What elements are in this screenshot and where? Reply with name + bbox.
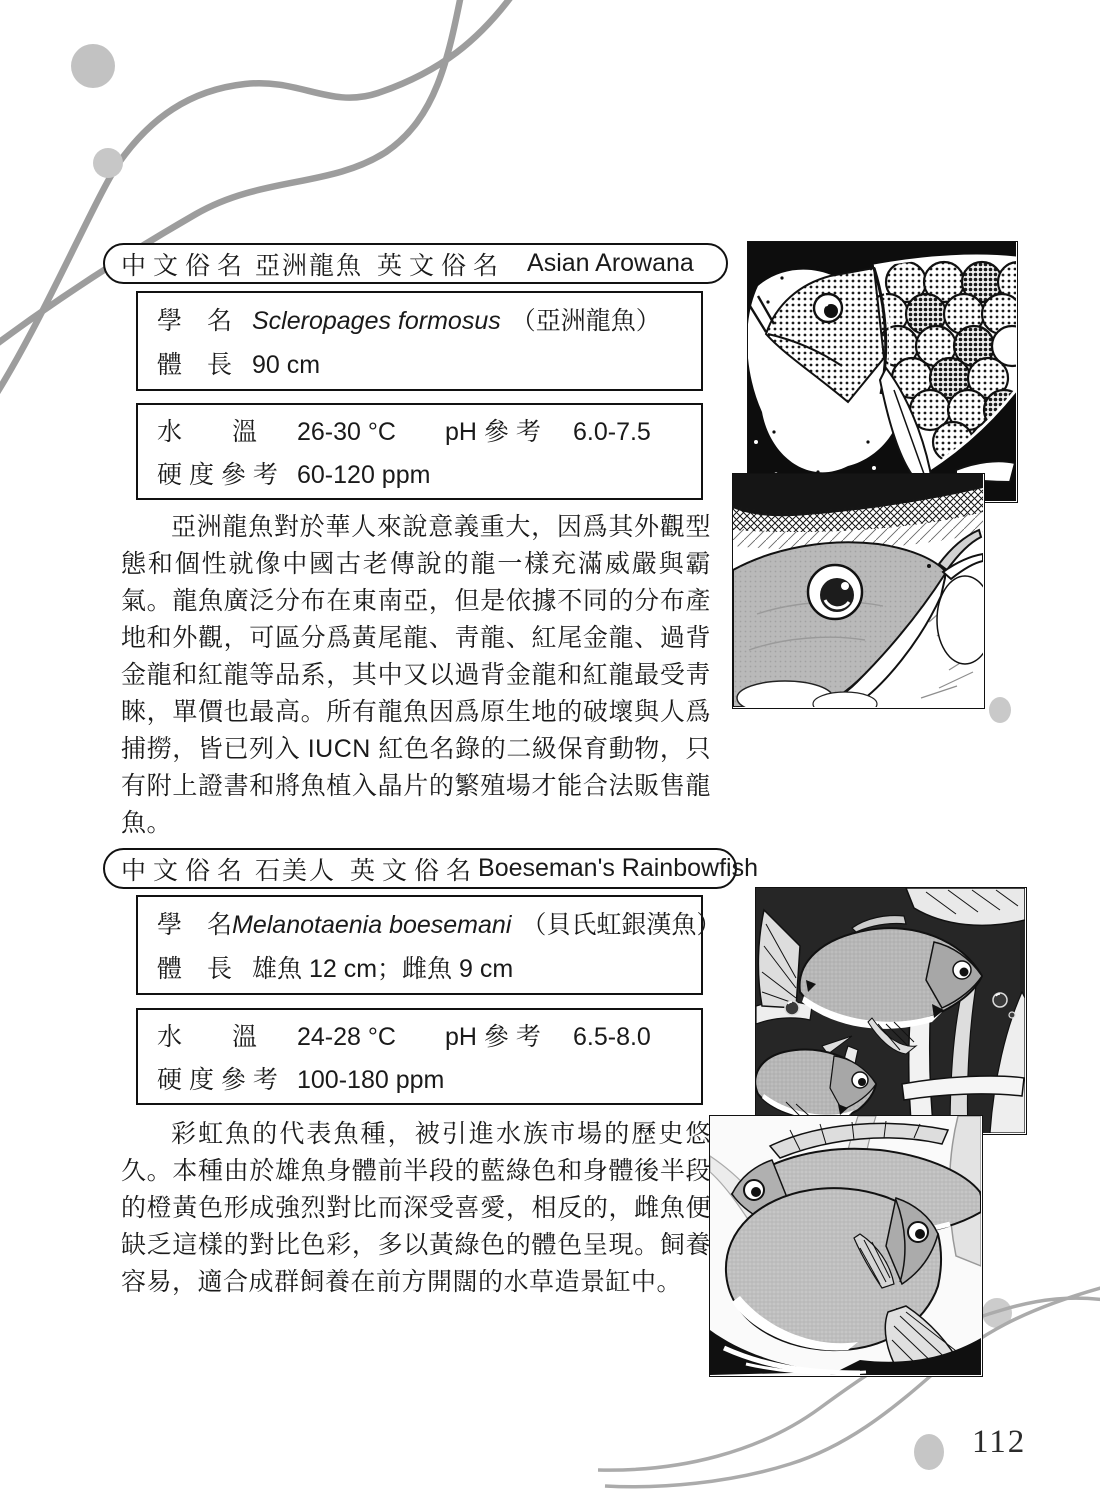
- scientific-name-cn: （亞洲龍魚）: [510, 307, 661, 335]
- water-temp-value: 26-30 °C: [297, 418, 396, 446]
- hardness-label: 硬 度 參 考: [157, 461, 278, 489]
- body-length-label: 體 長: [157, 955, 233, 983]
- scientific-name-value: Scleropages formosus: [252, 307, 501, 335]
- water-temp-label: 水 溫: [157, 1023, 258, 1051]
- rainbowfish-school-illustration-panel: [755, 887, 1027, 1135]
- hardness-value: 100-180 ppm: [297, 1066, 445, 1094]
- ph-label: pH 參 考: [445, 418, 541, 446]
- decor-dot-small: [93, 148, 123, 178]
- body-length-value: 90 cm: [252, 351, 321, 379]
- species-header-arowana: [103, 243, 728, 284]
- decor-dot-middle-right: [989, 697, 1011, 723]
- species-en-name: Boeseman's Rainbowfish: [478, 854, 758, 882]
- water-box-arowana: [136, 403, 703, 500]
- water-temp-value: 24-28 °C: [297, 1023, 396, 1051]
- species-cn-name: 亞洲龍魚: [255, 251, 364, 280]
- scientific-name-value: Melanotaenia boesemani: [232, 911, 512, 939]
- ph-label: pH 參 考: [445, 1023, 541, 1051]
- cn-common-label: 中文俗名: [121, 856, 250, 885]
- species-description: 亞洲龍魚對於華人來說意義重大，因爲其外觀型態和個性就像中國古老傳說的龍一樣充滿威嚴與霸氣。龍魚廣泛分布在東南亞，但是依據不同的分布產地和外觀，可區分爲黃尾龍、靑龍、紅尾金龍、過背金龍和紅龍等品系，其中又以過背金龍和紅龍最受靑睞，單價也最高。所有龍魚因爲原生地的破壞與人爲捕撈，皆已列入 IUCN 紅色名錄的二級保育動物，只有附上證書和將魚植入晶片的繁殖場才能合法販售龍魚。: [121, 513, 711, 837]
- en-common-label: 英文俗名: [350, 856, 479, 885]
- species-description: 彩虹魚的代表魚種，被引進水族市場的歷史悠久。本種由於雄魚身體前半段的藍綠色和身體後半段的橙黃色形成強烈對比而深受喜愛，相反的，雌魚便缺乏這樣的對比色彩，多以黃綠色的體色呈現。飼養容易，適合成群飼養在前方開闊的水草造景缸中。: [121, 1120, 711, 1296]
- decor-dot-on-line: [982, 1298, 1012, 1328]
- decor-dot-large: [71, 44, 115, 88]
- hardness-row: [157, 1060, 701, 1096]
- scientific-name-cn: （貝氏虹銀漢魚）: [521, 911, 722, 939]
- ph-value: 6.5-8.0: [573, 1023, 651, 1051]
- body-length-label: 體 長: [157, 351, 233, 379]
- water-temp-label: 水 溫: [157, 418, 258, 446]
- scientific-name-row: [157, 905, 722, 941]
- scientific-name-label: 學 名: [157, 307, 233, 335]
- scientific-name-row: [157, 301, 701, 337]
- body-length-row: [157, 949, 701, 985]
- arowana-illustration-panel: [747, 241, 1018, 503]
- page-number: 112: [972, 1424, 1027, 1460]
- temperature-ph-row: [157, 412, 701, 448]
- species-cn-name: 石美人: [255, 856, 337, 885]
- en-common-label: 英文俗名: [377, 251, 506, 280]
- hardness-row: [157, 455, 701, 491]
- species-en-name: Asian Arowana: [527, 249, 694, 277]
- hardness-value: 60-120 ppm: [297, 461, 431, 489]
- rainbowfish-pair-illustration-panel: [709, 1115, 983, 1377]
- arowana-head-illustration-panel: [732, 473, 985, 709]
- species-header-rainbowfish: [103, 848, 758, 889]
- hardness-label: 硬 度 參 考: [157, 1066, 278, 1094]
- decor-dot-page: [914, 1434, 944, 1470]
- scientific-name-label: 學 名: [157, 911, 233, 939]
- taxonomy-box-arowana: [136, 291, 703, 391]
- body-length-row: [157, 345, 701, 381]
- water-box-rainbowfish: [136, 1008, 703, 1105]
- taxonomy-box-rainbowfish: [136, 895, 722, 995]
- temperature-ph-row: [157, 1017, 701, 1053]
- cn-common-label: 中文俗名: [121, 251, 250, 280]
- ph-value: 6.0-7.5: [573, 418, 651, 446]
- body-length-value: 雄魚 12 cm；雌魚 9 cm: [252, 955, 514, 983]
